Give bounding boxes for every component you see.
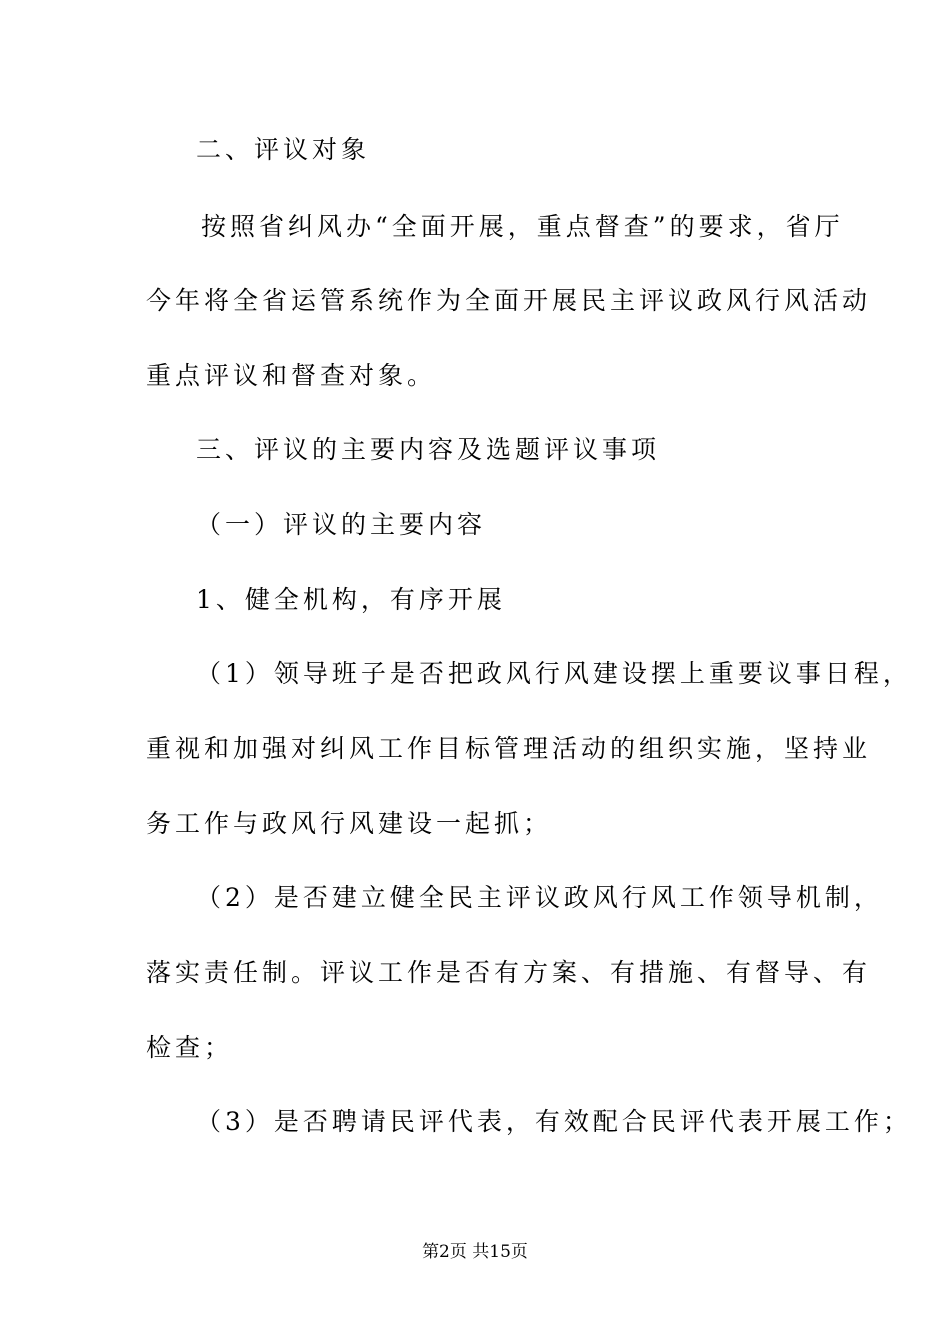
paragraph-line: 按照省纠风办“全面开展，重点督查”的要求，省厅	[201, 212, 844, 241]
paragraph-line: （1）领导班子是否把政风行风建设摆上重要议事日程，	[196, 659, 912, 688]
paragraph-line: 务工作与政风行风建设一起抓；	[146, 809, 553, 838]
section-heading-3: 三、评议的主要内容及选题评议事项	[196, 435, 661, 464]
paragraph-line: 重视和加强对纠风工作目标管理活动的组织实施，坚持业	[146, 734, 872, 763]
paragraph-line: （3）是否聘请民评代表，有效配合民评代表开展工作；	[196, 1107, 912, 1136]
paragraph-line: （2）是否建立健全民主评议政风行风工作领导机制，	[196, 883, 883, 912]
paragraph-line: 今年将全省运管系统作为全面开展民主评议政风行风活动	[146, 286, 872, 315]
subsection-heading: （一）评议的主要内容	[196, 510, 487, 539]
section-heading-2: 二、评议对象	[196, 135, 371, 164]
paragraph-line: 重点评议和督查对象。	[146, 361, 437, 390]
paragraph-line: 检查；	[146, 1033, 234, 1062]
page-footer: 第2页 共15页	[422, 1242, 528, 1262]
item-heading: 1、健全机构，有序开展	[196, 585, 506, 614]
paragraph-line: 落实责任制。评议工作是否有方案、有措施、有督导、有	[146, 958, 872, 987]
